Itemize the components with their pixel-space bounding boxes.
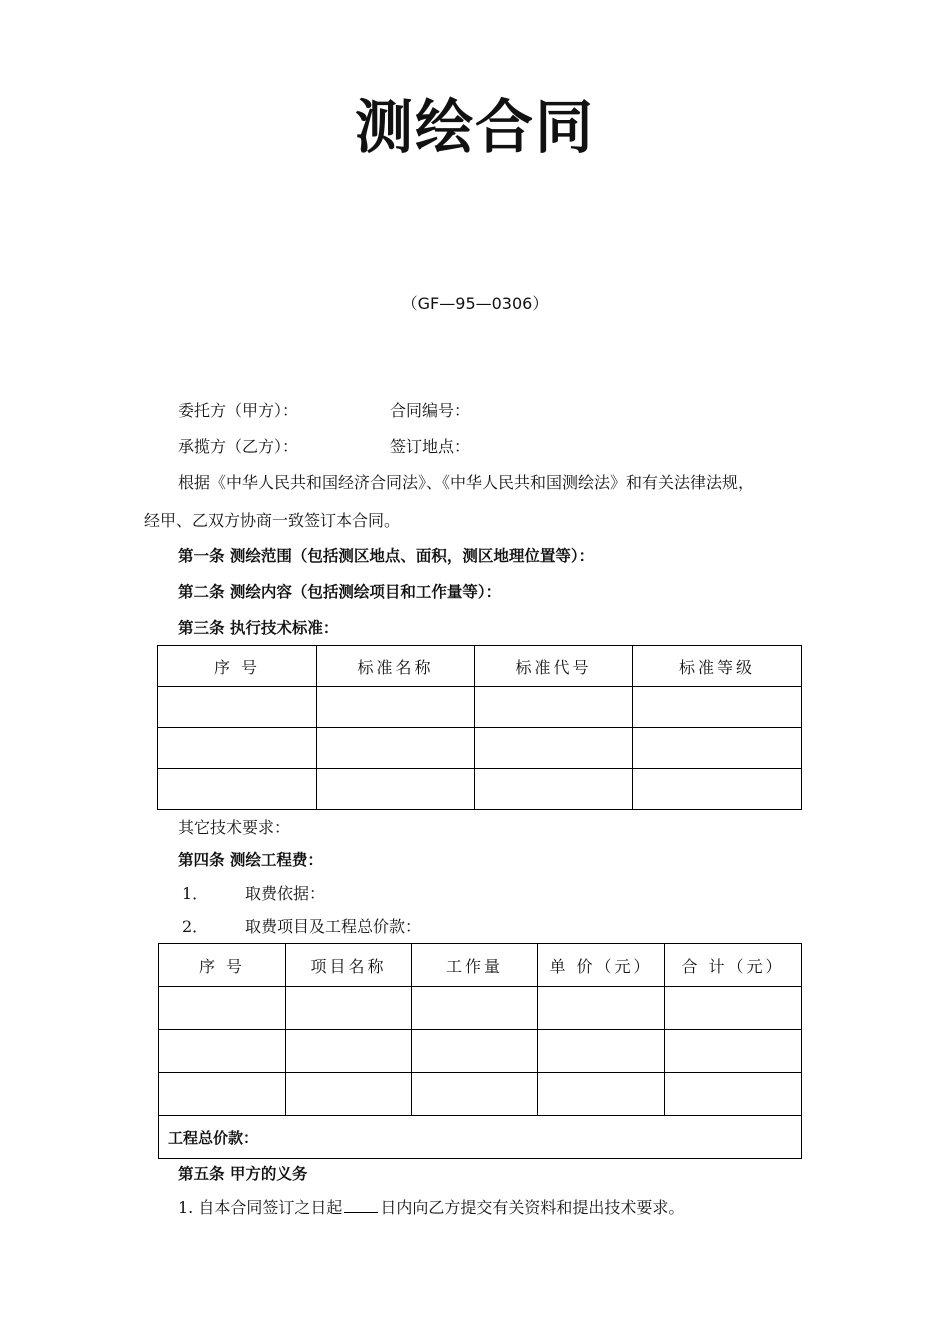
contract-number-label: 合同编号： [390, 401, 471, 420]
table-cell [286, 987, 412, 1030]
table-cell [633, 687, 802, 728]
blank-days-field [344, 1211, 378, 1213]
obligation-1-prefix: 1. 自本合同签订之日起 [178, 1198, 343, 1217]
table-cell [159, 987, 286, 1030]
fee-item-1-text: 取费依据： [245, 884, 326, 903]
party-b-label: 承揽方（乙方）： [178, 437, 299, 456]
party-a-label: 委托方（甲方）： [178, 401, 299, 420]
intro-line-1: 根据《中华人民共和国经济合同法》、《中华人民共和国测绘法》和有关法律法规， [178, 473, 755, 492]
table-cell [475, 687, 633, 728]
table-cell [633, 769, 802, 810]
table-cell [317, 687, 475, 728]
standards-table-header [158, 646, 802, 687]
table-cell [286, 1030, 412, 1073]
table-cell [317, 728, 475, 769]
header-cell: 合 计（元） [665, 944, 802, 987]
fee-item-1-number: 1． [182, 884, 209, 903]
table-cell [286, 1073, 412, 1116]
obligation-1-suffix: 日内向乙方提交有关资料和提出技术要求。 [380, 1198, 685, 1217]
table-row [159, 987, 802, 1030]
table-cell [158, 687, 317, 728]
article-4: 第四条 测绘工程费： [178, 851, 323, 869]
header-cell: 标准等级 [633, 646, 802, 687]
table-cell [159, 1030, 286, 1073]
table-row [159, 1073, 802, 1116]
fee-item-2-number: 2． [182, 917, 209, 936]
contract-code: （GF—95—0306） [401, 294, 549, 313]
table-row [158, 687, 802, 728]
header-cell: 序 号 [159, 944, 286, 987]
table-cell [538, 1073, 665, 1116]
fee-item-2-text: 取费项目及工程总价款： [245, 917, 422, 936]
table-cell [317, 769, 475, 810]
table-cell [412, 987, 538, 1030]
table-row [159, 1030, 802, 1073]
table-cell [412, 1073, 538, 1116]
document-title: 测绘合同 [354, 93, 595, 161]
table-cell [158, 728, 317, 769]
header-cell: 序 号 [158, 646, 317, 687]
intro-line-2: 经甲、乙双方协商一致签订本合同。 [144, 511, 401, 530]
header-cell: 工作量 [412, 944, 538, 987]
fee-table [158, 943, 802, 1159]
table-row [158, 769, 802, 810]
article-2: 第二条 测绘内容（包括测绘项目和工作量等）： [178, 583, 502, 601]
table-cell [159, 1073, 286, 1116]
table-cell [475, 769, 633, 810]
table-cell [665, 1073, 802, 1116]
header-cell: 标准代号 [475, 646, 633, 687]
table-cell [412, 1030, 538, 1073]
table-cell [665, 1030, 802, 1073]
other-requirements: 其它技术要求： [178, 818, 291, 837]
article-1: 第一条 测绘范围（包括测区地点、面积，测区地理位置等）： [178, 547, 595, 565]
fee-table-header [159, 944, 802, 987]
article-3: 第三条 执行技术标准： [178, 619, 339, 637]
header-cell: 项目名称 [286, 944, 412, 987]
table-cell [538, 1030, 665, 1073]
article-5: 第五条 甲方的义务 [178, 1165, 308, 1183]
table-cell [633, 728, 802, 769]
standards-table [157, 645, 802, 810]
table-cell [158, 769, 317, 810]
header-cell: 标准名称 [317, 646, 475, 687]
table-cell [475, 728, 633, 769]
table-cell [538, 987, 665, 1030]
total-price-label: 工程总价款： [159, 1116, 802, 1159]
table-cell [665, 987, 802, 1030]
total-row [159, 1116, 802, 1159]
table-row [158, 728, 802, 769]
header-cell: 单 价（元） [538, 944, 665, 987]
sign-place-label: 签订地点： [390, 437, 471, 456]
obligation-1 [178, 1195, 684, 1218]
